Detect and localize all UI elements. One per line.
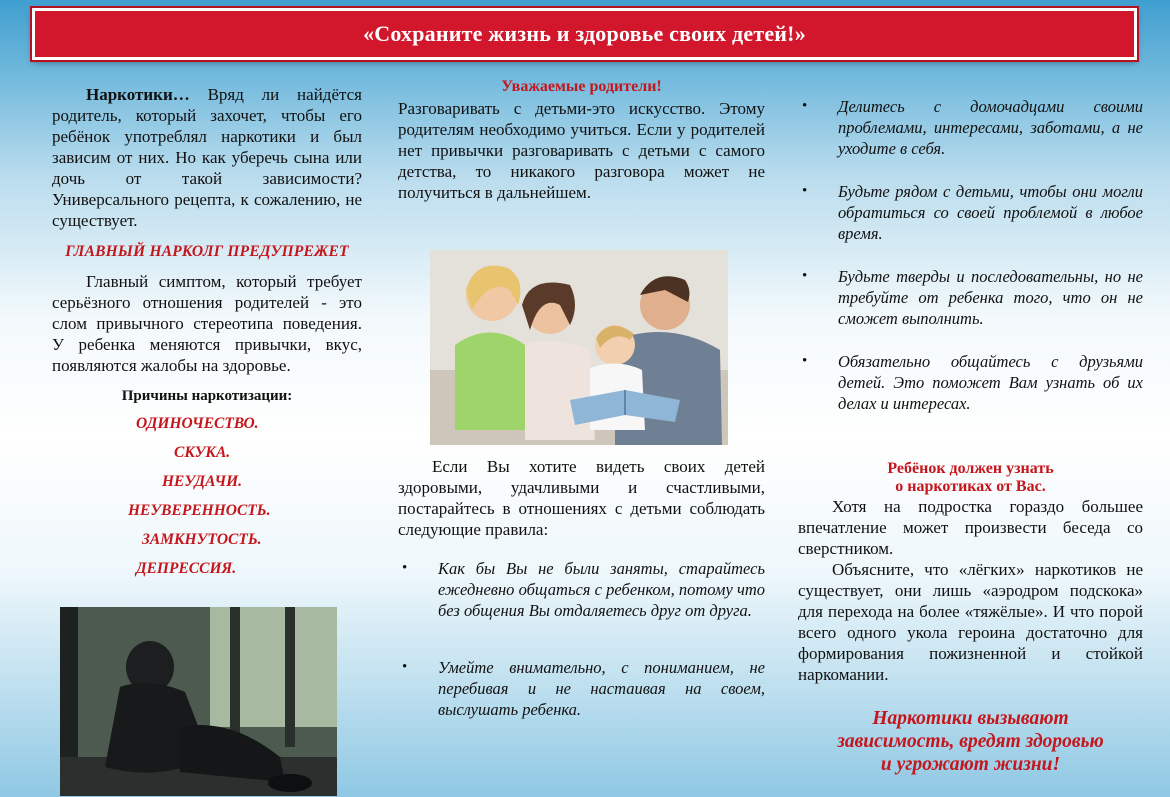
- rule-text: Будьте рядом с детьми, чтобы они могли обратиться со своей проблемой в любое время.: [838, 182, 1143, 243]
- left-column: [52, 78, 362, 583]
- middle-column-lower: [398, 456, 765, 720]
- rule-text: Будьте тверды и последовательны, но не требуйте от ребенка того, что он не сможет выполнить.: [838, 267, 1143, 328]
- know-heading-line-1: Ребёнок должен узнать: [887, 460, 1054, 477]
- symptom-paragraph: Главный симптом, который требует серьёзного отношения родителей - это слом привычного стереотипа поведения. У ребенка меняются привычки, вкус, появляются жалобы на здоровье.: [52, 272, 362, 375]
- bullet-dot: •: [802, 353, 808, 369]
- slogan-line-2: зависимость, вредят здоровью: [837, 731, 1104, 752]
- parents-paragraph: Разговаривать с детьми-это искусство. Этому родителям необходимо учиться. Если у родителей нет привычки разговаривать с детьми с самого детства, то никакого разговора может не получиться в дальнейшем.: [398, 99, 765, 202]
- family-illustration: [430, 250, 728, 445]
- warning-heading: ГЛАВНЫЙ НАРКОЛГ ПРЕДУПРЕЖЕТ: [65, 243, 349, 260]
- bullet-dot: •: [402, 560, 408, 576]
- know-heading: [798, 460, 1143, 496]
- middle-column: [398, 78, 765, 203]
- family-reading-photo: [430, 250, 728, 445]
- right-column: [798, 96, 1143, 776]
- rules-intro-paragraph: Если Вы хотите видеть своих детей здоровыми, удачливыми и счастливыми, постарайтесь в отношениях с детьми соблюдать следующие правила:: [398, 457, 765, 539]
- causes-title: Причины наркотизации:: [121, 388, 293, 404]
- bullet-dot: •: [402, 659, 408, 675]
- bullet-dot: •: [802, 98, 808, 114]
- rule-text: Обязательно общайтесь с друзьями детей. Это поможет Вам узнать об их делах и интересах.: [838, 352, 1143, 413]
- cause-item: ДЕПРЕССИЯ.: [136, 560, 237, 577]
- intro-text: Вряд ли найдётся родитель, который захочет, чтобы его ребёнок употреблял наркотики и был зависим от них. Но как уберечь сына или дочь от такой зависимости? Универсального рецепта, к сожалению, не существует.: [52, 85, 362, 230]
- cause-item: СКУКА.: [174, 444, 231, 461]
- header-banner: [32, 8, 1137, 60]
- bullet-dot: •: [802, 268, 808, 284]
- intro-bold: Наркотики…: [86, 85, 190, 104]
- slogan-line-1: Наркотики вызывают: [872, 708, 1069, 729]
- sad-teen-photo: [60, 607, 337, 796]
- know-heading-line-2: о наркотиках от Вас.: [895, 478, 1046, 495]
- slogan-line-3: и угрожают жизни!: [880, 754, 1061, 775]
- rules-list-right: [798, 96, 1143, 414]
- parents-heading: Уважаемые родители!: [501, 78, 662, 95]
- cause-item: НЕУДАЧИ.: [162, 473, 243, 490]
- rule-item: [798, 181, 1143, 244]
- slogan: [798, 707, 1143, 776]
- cause-item: НЕУВЕРЕННОСТЬ.: [128, 502, 271, 519]
- rule-item: [398, 657, 765, 720]
- bullet-dot: •: [802, 183, 808, 199]
- rule-text: Как бы Вы не были заняты, старайтесь ежедневно общаться с ребенком, потому что без общения Вы отдаляетесь друг от друга.: [438, 559, 765, 620]
- know-paragraph-2: Объясните, что «лёгких» наркотиков не существует, они лишь «аэродром подскока» для перехода на более «тяжёлые». И что порой всего одного укола героина достаточно для формирования пожизненной и стойкой наркомании.: [798, 560, 1143, 684]
- page-title: «Сохраните жизнь и здоровье своих детей!»: [363, 21, 806, 46]
- rule-text: Умейте внимательно, с пониманием, не перебивая и не настаивая на своем, выслушать ребенка.: [438, 658, 765, 719]
- cause-item: ЗАМКНУТОСТЬ.: [142, 531, 262, 548]
- sad-teen-illustration: [60, 607, 337, 796]
- rule-item: [798, 351, 1143, 414]
- cause-item: ОДИНОЧЕСТВО.: [136, 415, 259, 432]
- know-paragraph-1: Хотя на подростка гораздо большее впечатление может произвести беседа со сверстником.: [798, 497, 1143, 558]
- rule-item: [798, 266, 1143, 329]
- rule-item: [798, 96, 1143, 159]
- rule-item: [398, 558, 765, 621]
- rule-text: Делитесь с домочадцами своими проблемами, интересами, заботами, а не уходите в себя.: [838, 97, 1143, 158]
- causes-list: [52, 409, 362, 583]
- intro-paragraph: [52, 84, 362, 231]
- rules-list-middle: [398, 558, 765, 720]
